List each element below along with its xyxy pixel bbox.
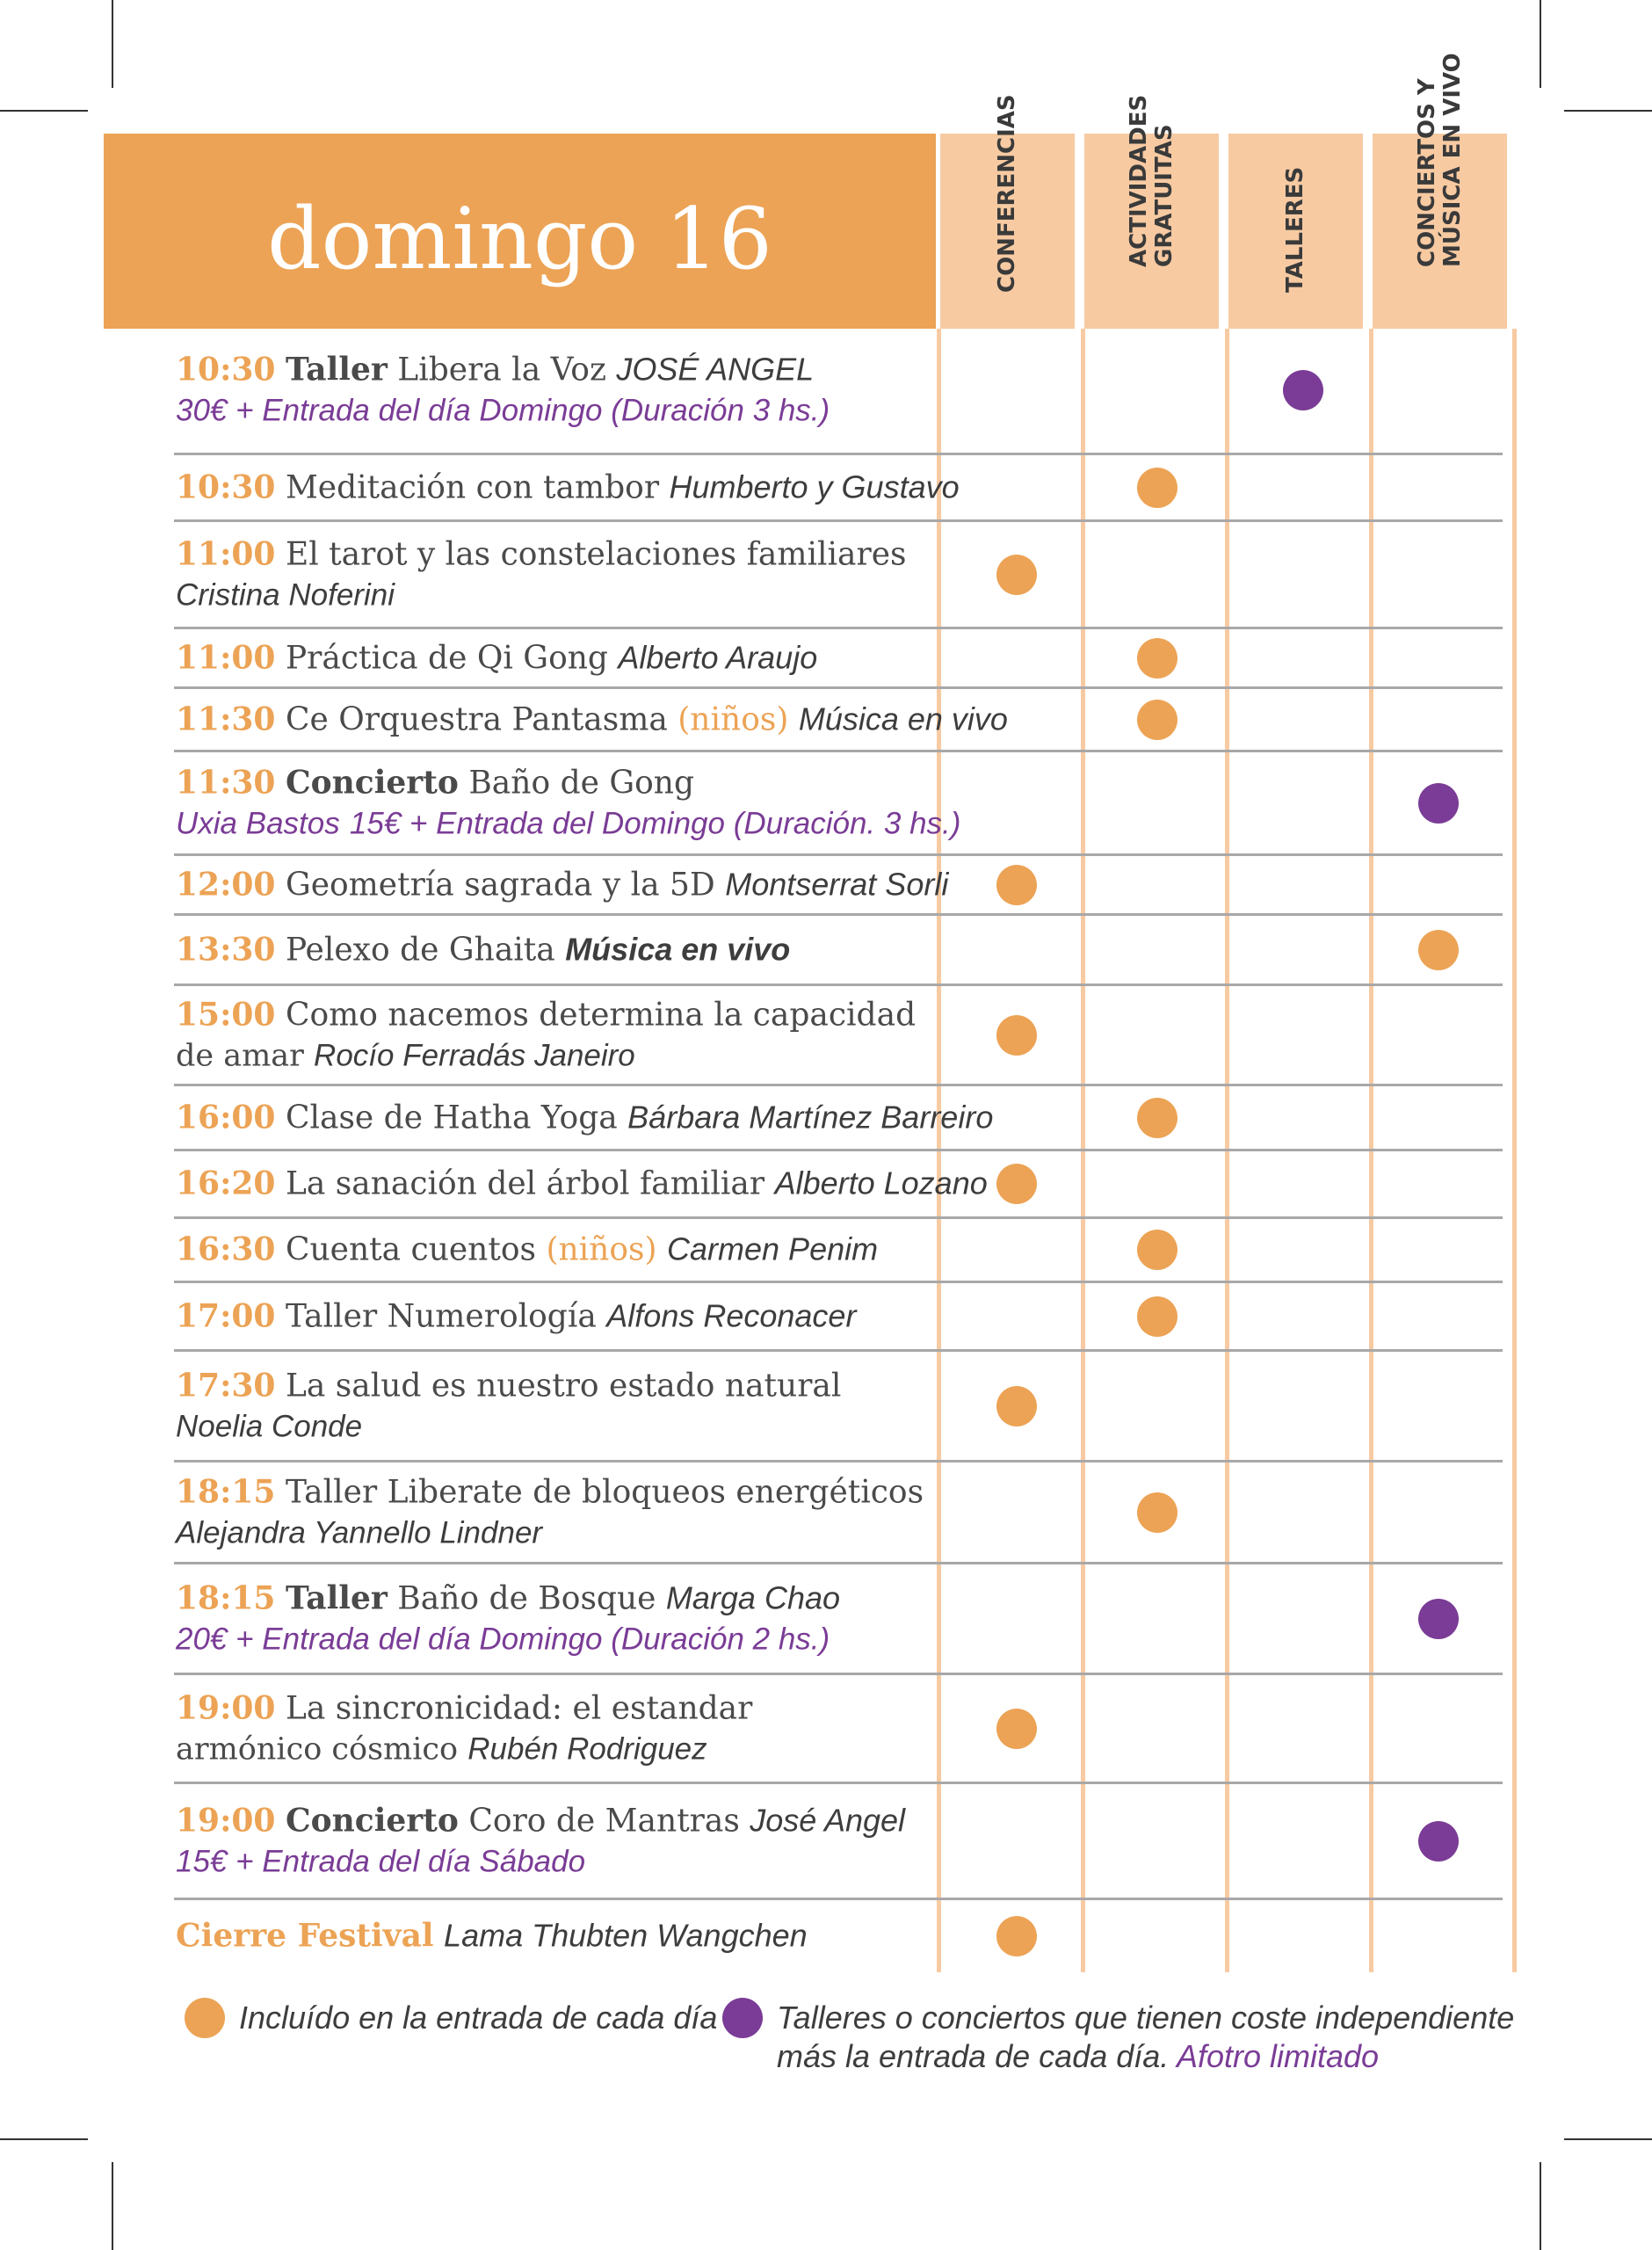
event-line: [176, 1406, 940, 1447]
legend-independent-text: más la entrada de cada día.: [777, 2038, 1170, 2074]
orange-dot-icon: [996, 1015, 1037, 1056]
event-time: 10:30: [176, 468, 276, 505]
event-title: Como nacemos determina la capacidad: [285, 997, 917, 1033]
orange-dot-icon: [1137, 1230, 1177, 1270]
event-title: El tarot y las constelaciones familiares: [285, 536, 907, 572]
event-line: [176, 1619, 940, 1659]
event-text: [176, 1800, 940, 1882]
orange-dot-icon: [1137, 700, 1177, 740]
event-text: [176, 994, 940, 1076]
schedule-row: [174, 327, 1503, 455]
orange-dot-icon: [1137, 1492, 1177, 1533]
schedule-row: [174, 689, 1503, 752]
schedule-row: [174, 1462, 1503, 1564]
column-header-actividades-gratuitas: [1084, 94, 1219, 329]
event-type: Concierto: [285, 1802, 459, 1839]
schedule-row: [174, 629, 1503, 689]
event-speaker: Alejandra Yannello Lindner: [176, 1515, 543, 1550]
event-time: 18:15: [176, 1473, 276, 1510]
schedule-row: [174, 1900, 1503, 1972]
schedule-row: [174, 1564, 1503, 1675]
event-line: [176, 1035, 940, 1076]
column-header-label: [1127, 95, 1177, 267]
schedule-row: [174, 455, 1503, 522]
orange-dot-icon: [996, 1709, 1037, 1749]
event-text: [176, 533, 940, 615]
event-speaker: José Angel: [750, 1802, 906, 1838]
event-time: 10:30: [176, 351, 276, 388]
orange-dot-icon: [996, 865, 1037, 905]
event-line: [176, 1800, 940, 1841]
day-title: domingo 16: [267, 190, 772, 288]
column-header-line: CONFERENCIAS: [994, 94, 1020, 293]
column-header-line: CONCIERTOS Y: [1413, 78, 1440, 267]
purple-dot-icon: [1418, 1599, 1459, 1639]
orange-dot-icon: [1137, 1098, 1177, 1138]
event-title: Pelexo de Ghaita: [285, 932, 555, 968]
event-speaker: Alberto Araujo: [618, 639, 818, 675]
orange-dot-icon: [996, 1386, 1037, 1426]
orange-dot-icon: [996, 555, 1037, 595]
event-speaker: Cristina Noferini: [176, 577, 395, 612]
event-title: armónico cósmico: [176, 1731, 459, 1767]
event-speaker: Marga Chao: [665, 1579, 841, 1615]
event-speaker: Noelia Conde: [176, 1409, 363, 1443]
event-speaker: Lama Thubten Wangchen: [444, 1917, 808, 1954]
event-text: [176, 1578, 940, 1659]
schedule-row: [174, 1086, 1503, 1151]
event-text: [176, 1097, 994, 1138]
event-time: 17:30: [176, 1367, 276, 1404]
event-time: 12:00: [176, 866, 276, 903]
event-time: 17:00: [176, 1297, 276, 1334]
purple-dot-icon: [1283, 370, 1323, 410]
kids-tag: (niños): [677, 701, 789, 737]
event-time: 16:30: [176, 1230, 276, 1268]
event-price-note: 20€ + Entrada del día Domingo (Duración 2 hs.): [176, 1622, 830, 1656]
event-text: [176, 762, 961, 844]
event-line: [176, 994, 940, 1035]
crop-mark: [112, 0, 113, 88]
event-speaker: Uxia Bastos: [176, 806, 340, 840]
event-title: Libera la Voz: [397, 352, 606, 388]
schedule-row: [174, 522, 1503, 629]
schedule-row: [174, 916, 1503, 986]
event-line: [176, 637, 940, 679]
event-line: [176, 803, 961, 844]
schedule-row: [174, 1784, 1503, 1900]
orange-dot-icon: [1137, 1296, 1177, 1337]
event-text: [176, 1688, 940, 1769]
event-line: [176, 1729, 940, 1769]
crop-mark: [1564, 2138, 1652, 2140]
purple-dot-icon: [722, 1998, 763, 2038]
event-time: 16:20: [176, 1165, 276, 1202]
event-time: 11:30: [176, 700, 276, 737]
event-line: [176, 1688, 940, 1729]
event-text: [176, 1471, 940, 1553]
event-type: Concierto: [285, 764, 459, 801]
event-speaker: Música en vivo: [798, 700, 1008, 737]
crop-mark: [0, 2138, 88, 2140]
event-text: [176, 1164, 988, 1205]
column-header-line: MÚSICA EN VIVO: [1438, 53, 1466, 267]
event-line: [176, 533, 940, 575]
event-title: Cuenta cuentos: [285, 1231, 536, 1268]
event-price-note: 15€ + Entrada del día Sábado: [176, 1844, 586, 1878]
column-header-talleres: [1228, 134, 1363, 329]
event-line: [176, 1578, 940, 1619]
schedule-row: [174, 752, 1503, 856]
legend-included: Incluído en la entrada de cada día: [239, 2000, 718, 2036]
legend: [174, 1988, 1545, 2094]
schedule-row: [174, 1283, 1503, 1352]
event-title: Clase de Hatha Yoga: [285, 1100, 618, 1136]
event-time: 15:00: [176, 996, 276, 1033]
event-title: de amar: [176, 1038, 304, 1073]
event-title: Práctica de Qi Gong: [285, 640, 608, 676]
crop-mark: [0, 110, 88, 112]
event-time: 13:30: [176, 931, 276, 968]
event-price-note: 30€ + Entrada del día Domingo (Duración 3 hs.): [176, 393, 830, 427]
schedule-row: [174, 856, 1503, 916]
column-header-label: [1415, 53, 1466, 267]
event-title: Baño de Bosque: [397, 1580, 656, 1616]
event-line: [176, 762, 940, 803]
event-line: [176, 1164, 988, 1205]
event-text: [176, 1296, 940, 1337]
event-title: Geometría sagrada y la 5D: [285, 867, 715, 903]
column-divider: [1512, 329, 1517, 1972]
event-text: [176, 349, 940, 431]
event-text: [176, 699, 1008, 740]
event-line: [176, 1513, 940, 1553]
event-speaker: JOSÉ ANGEL: [616, 351, 815, 387]
event-text: [176, 864, 949, 905]
day-header: [104, 134, 936, 329]
orange-dot-icon: [996, 1164, 1037, 1204]
event-title: Baño de Gong: [468, 765, 695, 801]
crop-mark: [1564, 110, 1652, 112]
schedule-row: [174, 1352, 1503, 1462]
event-line: [176, 1471, 940, 1513]
event-line: [176, 699, 1008, 740]
event-speaker: Alfons Reconacer: [606, 1297, 857, 1333]
event-title: Coro de Mantras: [468, 1803, 740, 1839]
event-text: [176, 637, 940, 679]
event-speaker: Rubén Rodriguez: [467, 1731, 707, 1766]
event-time: 11:00: [176, 639, 276, 676]
legend-independent-line2: [777, 2037, 1379, 2076]
event-text: [176, 1230, 940, 1271]
event-title: Meditación con tambor: [285, 469, 660, 505]
event-price-note: 15€ + Entrada del Domingo (Duración. 3 hs.): [349, 806, 961, 840]
event-speaker: Carmen Penim: [667, 1230, 879, 1267]
column-header-label: [1283, 167, 1308, 293]
event-line: [176, 1916, 940, 1957]
event-type: Taller: [285, 351, 388, 388]
event-line: [176, 1230, 940, 1271]
event-title: Taller Numerología: [285, 1298, 597, 1334]
event-title: La sincronicidad: el estandar: [285, 1690, 753, 1726]
orange-dot-icon: [185, 1998, 225, 2038]
schedule-row: [174, 1675, 1503, 1784]
event-line: [176, 1296, 940, 1337]
orange-dot-icon: [996, 1916, 1037, 1956]
purple-dot-icon: [1418, 783, 1459, 824]
event-line: [176, 929, 940, 970]
event-speaker: Montserrat Sorli: [725, 866, 949, 902]
event-title: La sanación del árbol familiar: [285, 1165, 765, 1202]
event-line: [176, 1365, 940, 1406]
event-speaker: Rocío Ferradás Janeiro: [314, 1038, 635, 1072]
event-line: [176, 390, 940, 431]
event-time: 11:30: [176, 764, 276, 801]
event-time: 11:00: [176, 535, 276, 572]
schedule-row: [174, 1151, 1503, 1219]
legend-independent-line1: Talleres o conciertos que tienen coste independiente: [777, 2000, 1515, 2036]
schedule-row: [174, 1219, 1503, 1283]
crop-mark: [1540, 2162, 1541, 2250]
event-line: [176, 575, 940, 615]
event-type: Taller: [285, 1579, 388, 1616]
event-text: [176, 1365, 940, 1447]
event-time: 19:00: [176, 1689, 276, 1726]
kids-tag: (niños): [546, 1231, 657, 1268]
event-text: [176, 929, 940, 970]
purple-dot-icon: [1418, 1821, 1459, 1862]
event-title: Taller Liberate de bloqueos energéticos: [285, 1474, 924, 1510]
event-speaker: Música en vivo: [565, 931, 791, 967]
event-text: [176, 1916, 940, 1957]
orange-dot-icon: [1137, 638, 1177, 679]
crop-mark: [112, 2162, 113, 2250]
event-text: [176, 467, 960, 508]
event-title: La salud es nuestro estado natural: [285, 1368, 842, 1404]
event-speaker: Bárbara Martínez Barreiro: [627, 1099, 994, 1135]
column-header-conferencias: [940, 94, 1075, 329]
event-line: [176, 467, 960, 508]
event-title: Ce Orquestra Pantasma: [285, 701, 668, 737]
orange-dot-icon: [1137, 468, 1177, 508]
column-header-label: [995, 94, 1020, 293]
event-time: 19:00: [176, 1802, 276, 1839]
column-header-line: TALLERES: [1282, 166, 1308, 293]
event-time: 16:00: [176, 1099, 276, 1136]
crop-mark: [1540, 0, 1541, 88]
event-time: 18:15: [176, 1579, 276, 1616]
legend-limited-note: Afotro limitado: [1176, 2038, 1380, 2074]
event-line: [176, 864, 949, 905]
event-speaker: Humberto y Gustavo: [669, 468, 960, 504]
event-speaker: Alberto Lozano: [774, 1165, 988, 1201]
column-header-conciertos: [1373, 53, 1507, 329]
event-line: [176, 1097, 994, 1138]
column-header-line: ACTIVIDADES: [1125, 94, 1152, 267]
schedule-row: [174, 986, 1503, 1086]
orange-dot-icon: [1418, 930, 1459, 970]
event-line: [176, 1841, 940, 1882]
column-header-line: GRATUITAS: [1150, 124, 1177, 267]
event-line: [176, 349, 940, 390]
event-time: Cierre Festival: [176, 1917, 434, 1955]
